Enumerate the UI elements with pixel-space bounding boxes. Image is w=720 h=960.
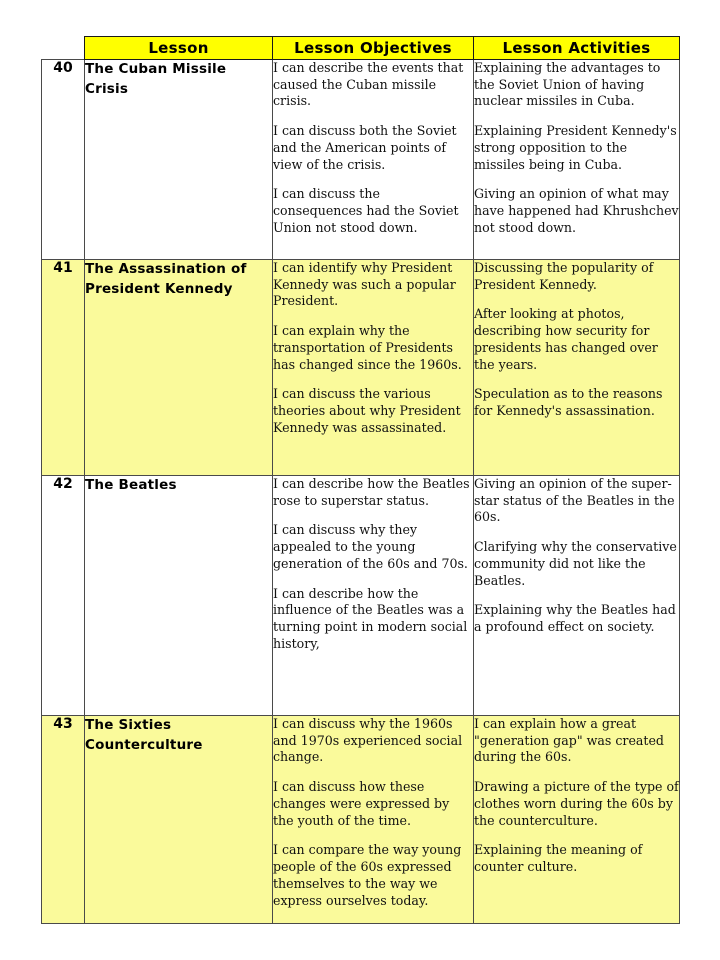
table-row xyxy=(42,716,680,924)
lesson-number-cell: 43 xyxy=(42,716,85,924)
lesson-activities-cell xyxy=(474,716,680,924)
table-row xyxy=(42,476,680,716)
lesson-objectives-cell xyxy=(273,60,474,260)
activity-item: Drawing a picture of the type of clothes worn during the 60s by the counterculture. xyxy=(474,779,679,828)
lesson-objectives-cell xyxy=(273,476,474,716)
header-cell-lesson-activities: Lesson Activities xyxy=(474,37,680,60)
activity-item: Explaining President Kennedy's strong opposition to the missiles being in Cuba. xyxy=(474,123,677,172)
activity-item: Explaining the meaning of counter culture. xyxy=(474,842,643,875)
header-row xyxy=(42,37,680,60)
header-cell-lesson: Lesson xyxy=(85,37,273,60)
objective-item: I can compare the way young people of the 60s expressed themselves to the way we express ourselves today. xyxy=(273,842,462,908)
activity-item: Explaining why the Beatles had a profound effect on society. xyxy=(474,602,676,635)
lesson-title-cell: The Assassination of President Kennedy xyxy=(85,260,273,476)
objective-item: I can discuss why they appealed to the young generation of the 60s and 70s. xyxy=(273,522,468,571)
objective-item: I can discuss the consequences had the Soviet Union not stood down. xyxy=(273,186,459,235)
objective-item: I can discuss how these changes were expressed by the youth of the time. xyxy=(273,779,450,828)
lesson-number-cell: 40 xyxy=(42,60,85,260)
objective-item: I can explain why the transportation of Presidents has changed since the 1960s. xyxy=(273,323,462,372)
table-row xyxy=(42,260,680,476)
lesson-activities-cell xyxy=(474,60,680,260)
activity-item: Discussing the popularity of President Kennedy. xyxy=(474,260,654,292)
lesson-title-cell: The Cuban Missile Crisis xyxy=(85,60,273,260)
activity-item: I can explain how a great "generation gap" was created during the 60s. xyxy=(474,716,664,765)
lesson-number-cell: 41 xyxy=(42,260,85,476)
header-cell-lesson-objectives: Lesson Objectives xyxy=(273,37,474,60)
objective-item: I can identify why President Kennedy was such a popular President. xyxy=(273,260,456,309)
activity-item: Giving an opinion of what may have happened had Khrushchev not stood down. xyxy=(474,186,679,235)
activity-item: After looking at photos, describing how security for presidents has changed over the years. xyxy=(474,306,658,372)
lesson-objectives-cell xyxy=(273,716,474,924)
lesson-activities-cell xyxy=(474,476,680,716)
table-body xyxy=(42,60,680,924)
objective-item: I can discuss why the 1960s and 1970s experienced social change. xyxy=(273,716,463,765)
activity-item: Explaining the advantages to the Soviet Union of having nuclear missiles in Cuba. xyxy=(474,60,661,109)
lesson-number-cell: 42 xyxy=(42,476,85,716)
objective-item: I can describe how the influence of the Beatles was a turning point in modern social history, xyxy=(273,585,468,651)
lesson-title-cell: The Sixties Counterculture xyxy=(85,716,273,924)
activity-item: Clarifying why the conservative community did not like the Beatles. xyxy=(474,539,677,588)
lesson-objectives-cell xyxy=(273,260,474,476)
lesson-plan-table xyxy=(41,36,680,924)
activity-item: Speculation as to the reasons for Kennedy's assassination. xyxy=(474,386,663,419)
objective-item: I can discuss both the Soviet and the American points of view of the crisis. xyxy=(273,123,457,172)
objective-item: I can describe the events that caused the Cuban missile crisis. xyxy=(273,60,464,109)
lesson-title-cell: The Beatles xyxy=(85,476,273,716)
activity-item: Giving an opinion of the super-star status of the Beatles in the 60s. xyxy=(474,476,675,525)
objective-item: I can describe how the Beatles rose to superstar status. xyxy=(273,476,470,508)
header-cell-blank xyxy=(42,37,85,60)
table-header xyxy=(42,37,680,60)
objective-item: I can discuss the various theories about why President Kennedy was assassinated. xyxy=(273,386,461,435)
table-row xyxy=(42,60,680,260)
lesson-activities-cell xyxy=(474,260,680,476)
